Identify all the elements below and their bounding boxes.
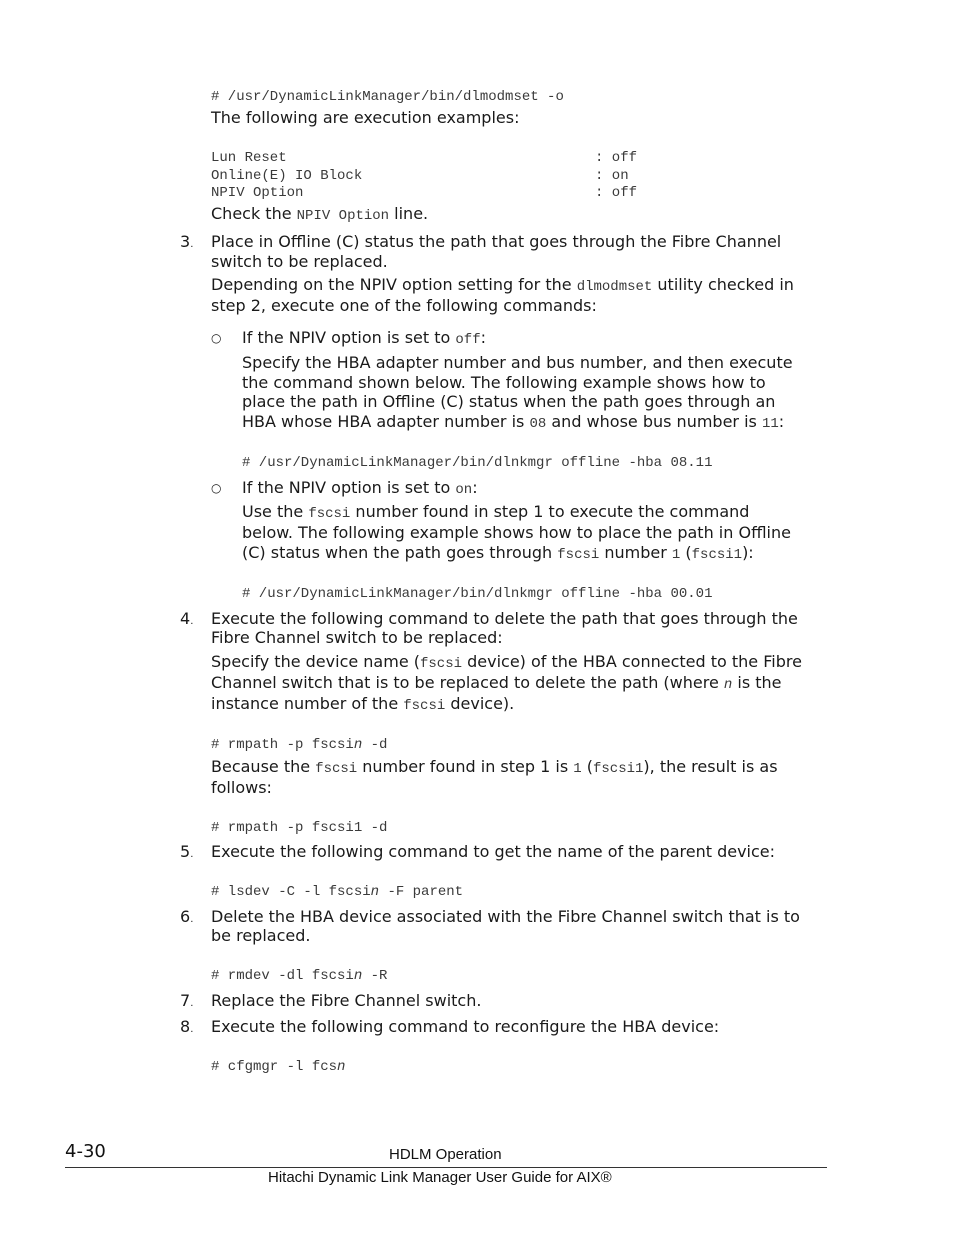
bullet-on-head: If the NPIV option is set to on:	[242, 478, 478, 498]
step5-line1: Execute the following command to get the name of the parent device:	[211, 842, 776, 861]
step4-line1: Execute the following command to delete the path that goes through the	[211, 609, 798, 628]
page-number: 4-30	[65, 1141, 106, 1162]
bullet-off-line4: HBA whose HBA adapter number is 08 and whose bus number is 11:	[242, 412, 785, 432]
step-number-3: 3.	[180, 232, 194, 251]
step6-line1: Delete the HBA device associated with the Fibre Channel switch that is to	[211, 907, 800, 926]
step-number-5: 5.	[180, 842, 194, 861]
bullet-on-line1: Use the fscsi number found in step 1 to execute the command	[242, 502, 750, 522]
step4-p3-line2: follows:	[211, 778, 272, 797]
bullet-circle-icon: ○	[211, 481, 222, 495]
step-number-4: 4.	[180, 609, 194, 628]
bullet-off-line2: the command shown below. The following example shows how to	[242, 373, 766, 392]
setting-name-lun-reset: Lun Reset	[211, 150, 287, 166]
bullet-off-line3: place the path in Offline (C) status when the path goes through an	[242, 392, 776, 411]
exec-examples-text: The following are execution examples:	[211, 108, 520, 127]
step3-p2-line2: step 2, execute one of the following commands:	[211, 296, 597, 315]
setting-name-npiv-option: NPIV Option	[211, 185, 304, 201]
footer-title: Hitachi Dynamic Link Manager User Guide for AIX®	[268, 1169, 612, 1186]
code-offline-hba-0811: # /usr/DynamicLinkManager/bin/dlnkmgr offline -hba 08.11	[242, 455, 713, 471]
setting-name-online-io-block: Online(E) IO Block	[211, 168, 363, 184]
code-rmpath-fscsi1: # rmpath -p fscsi1 -d	[211, 820, 388, 836]
footer-section: HDLM Operation	[389, 1146, 502, 1163]
code-rmpath-fscsin: # rmpath -p fscsin -d	[211, 737, 388, 753]
step4-p2-line2: Channel switch that is to be replaced to delete the path (where n is the	[211, 673, 782, 693]
step3-p2-line1: Depending on the NPIV option setting for the dlmodmset utility checked in	[211, 275, 794, 295]
step8-line1: Execute the following command to reconfigure the HBA device:	[211, 1017, 720, 1036]
check-npiv-line: Check the NPIV Option line.	[211, 204, 429, 224]
bullet-on-line3: (C) status when the path goes through fscsi number 1 (fscsi1):	[242, 543, 754, 563]
code-cfgmgr: # cfgmgr -l fcsn	[211, 1059, 346, 1075]
code-offline-hba-0001: # /usr/DynamicLinkManager/bin/dlnkmgr offline -hba 00.01	[242, 586, 713, 602]
setting-value-npiv-option: : off	[595, 185, 638, 201]
step6-line2: be replaced.	[211, 926, 311, 945]
step4-p3-line1: Because the fscsi number found in step 1 is 1 (fscsi1), the result is as	[211, 757, 778, 777]
step4-p2-line1: Specify the device name (fscsi device) of the HBA connected to the Fibre	[211, 652, 802, 672]
step3-line2: switch to be replaced.	[211, 252, 388, 271]
setting-value-online-io-block: : on	[595, 168, 629, 184]
step-number-6: 6.	[180, 907, 194, 926]
step-number-8: 8.	[180, 1017, 194, 1036]
step3-line1: Place in Offline (C) status the path that goes through the Fibre Channel	[211, 232, 782, 251]
bullet-off-head: If the NPIV option is set to off:	[242, 328, 486, 348]
code-rmdev: # rmdev -dl fscsin -R	[211, 968, 388, 984]
step-number-7: 7.	[180, 991, 194, 1010]
step4-line2: Fibre Channel switch to be replaced:	[211, 628, 503, 647]
footer-divider	[65, 1167, 827, 1168]
bullet-circle-icon: ○	[211, 331, 222, 345]
step4-p2-line3: instance number of the fscsi device).	[211, 694, 515, 714]
code-dlmodmset: # /usr/DynamicLinkManager/bin/dlmodmset -o	[211, 89, 564, 105]
bullet-off-line1: Specify the HBA adapter number and bus number, and then execute	[242, 353, 793, 372]
setting-value-lun-reset: : off	[595, 150, 638, 166]
step7-line1: Replace the Fibre Channel switch.	[211, 991, 482, 1010]
bullet-on-line2: below. The following example shows how to place the path in Offline	[242, 523, 791, 542]
code-lsdev: # lsdev -C -l fscsin -F parent	[211, 884, 464, 900]
